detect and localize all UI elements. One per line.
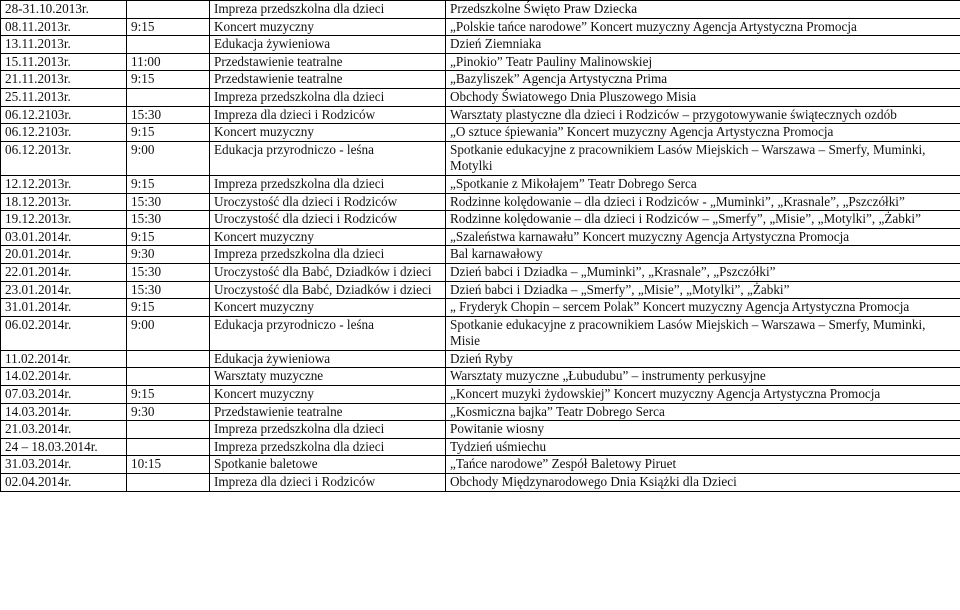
event-date-cell: 02.04.2014r. [1, 474, 127, 492]
event-date-cell: 18.12.2013r. [1, 193, 127, 211]
event-type-cell: Koncert muzyczny [210, 18, 446, 36]
event-type-cell: Uroczystość dla Babć, Dziadków i dzieci [210, 281, 446, 299]
event-description-cell: Przedszkolne Święto Praw Dziecka [446, 1, 960, 19]
event-time-cell: 15:30 [127, 263, 210, 281]
event-date-cell: 28-31.10.2013r. [1, 1, 127, 19]
event-date-cell: 11.02.2014r. [1, 350, 127, 368]
event-description-cell: Rodzinne kolędowanie – dla dzieci i Rodziców – „Smerfy”, „Misie”, „Motylki”, „Żabki” [446, 211, 960, 229]
event-time-cell: 9:15 [127, 386, 210, 404]
event-date-cell: 07.03.2014r. [1, 386, 127, 404]
table-row [1, 368, 960, 386]
event-date-cell: 20.01.2014r. [1, 246, 127, 264]
table-row [1, 438, 960, 456]
event-type-cell: Impreza przedszkolna dla dzieci [210, 246, 446, 264]
table-row [1, 71, 960, 89]
event-description-cell: Dzień Ziemniaka [446, 36, 960, 54]
event-time-cell [127, 368, 210, 386]
table-row [1, 474, 960, 492]
event-time-cell: 9:15 [127, 71, 210, 89]
event-date-cell: 03.01.2014r. [1, 228, 127, 246]
table-row [1, 281, 960, 299]
event-time-cell: 9:15 [127, 299, 210, 317]
events-table-body [1, 1, 960, 492]
table-row [1, 316, 960, 350]
event-date-cell: 06.12.2103r. [1, 124, 127, 142]
event-date-cell: 25.11.2013r. [1, 88, 127, 106]
event-description-cell: „Szaleństwa karnawału” Koncert muzyczny Agencja Artystyczna Promocja [446, 228, 960, 246]
event-time-cell: 11:00 [127, 53, 210, 71]
event-description-cell: Dzień Ryby [446, 350, 960, 368]
event-type-cell: Impreza przedszkolna dla dzieci [210, 1, 446, 19]
table-row [1, 175, 960, 193]
event-time-cell: 9:15 [127, 18, 210, 36]
event-time-cell: 15:30 [127, 193, 210, 211]
event-description-cell: Warsztaty muzyczne „Łubudubu” – instrumenty perkusyjne [446, 368, 960, 386]
event-description-cell: „Koncert muzyki żydowskiej” Koncert muzyczny Agencja Artystyczna Promocja [446, 386, 960, 404]
event-description-cell: Warsztaty plastyczne dla dzieci i Rodziców – przygotowywanie świątecznych ozdób [446, 106, 960, 124]
event-type-cell: Impreza dla dzieci i Rodziców [210, 106, 446, 124]
event-type-cell: Edukacja żywieniowa [210, 36, 446, 54]
event-date-cell: 15.11.2013r. [1, 53, 127, 71]
event-time-cell [127, 438, 210, 456]
table-row [1, 421, 960, 439]
event-time-cell: 15:30 [127, 106, 210, 124]
table-row [1, 246, 960, 264]
event-description-cell: Spotkanie edukacyjne z pracownikiem Lasów Miejskich – Warszawa – Smerfy, Muminki, Motylki [446, 141, 960, 175]
event-time-cell: 9:30 [127, 403, 210, 421]
event-date-cell: 31.03.2014r. [1, 456, 127, 474]
event-date-cell: 31.01.2014r. [1, 299, 127, 317]
event-type-cell: Edukacja przyrodniczo - leśna [210, 141, 446, 175]
event-type-cell: Edukacja żywieniowa [210, 350, 446, 368]
event-date-cell: 12.12.2013r. [1, 175, 127, 193]
table-row [1, 1, 960, 19]
table-row [1, 386, 960, 404]
event-time-cell: 9:15 [127, 228, 210, 246]
event-type-cell: Koncert muzyczny [210, 124, 446, 142]
event-description-cell: Powitanie wiosny [446, 421, 960, 439]
event-time-cell [127, 36, 210, 54]
event-type-cell: Impreza dla dzieci i Rodziców [210, 474, 446, 492]
event-type-cell: Warsztaty muzyczne [210, 368, 446, 386]
table-row [1, 263, 960, 281]
table-row [1, 299, 960, 317]
table-row [1, 53, 960, 71]
event-time-cell: 15:30 [127, 281, 210, 299]
event-time-cell: 9:30 [127, 246, 210, 264]
event-date-cell: 13.11.2013r. [1, 36, 127, 54]
event-date-cell: 06.12.2103r. [1, 106, 127, 124]
table-row [1, 403, 960, 421]
table-row [1, 36, 960, 54]
event-type-cell: Koncert muzyczny [210, 386, 446, 404]
event-date-cell: 21.03.2014r. [1, 421, 127, 439]
event-description-cell: Tydzień uśmiechu [446, 438, 960, 456]
event-description-cell: Obchody Międzynarodowego Dnia Książki dla Dzieci [446, 474, 960, 492]
event-type-cell: Uroczystość dla Babć, Dziadków i dzieci [210, 263, 446, 281]
event-description-cell: „Spotkanie z Mikołajem” Teatr Dobrego Serca [446, 175, 960, 193]
event-date-cell: 19.12.2013r. [1, 211, 127, 229]
table-row [1, 211, 960, 229]
event-type-cell: Spotkanie baletowe [210, 456, 446, 474]
event-date-cell: 14.02.2014r. [1, 368, 127, 386]
event-type-cell: Edukacja przyrodniczo - leśna [210, 316, 446, 350]
event-time-cell [127, 474, 210, 492]
event-time-cell [127, 88, 210, 106]
event-description-cell: Dzień babci i Dziadka – „Smerfy”, „Misie”, „Motylki”, „Żabki” [446, 281, 960, 299]
event-type-cell: Impreza przedszkolna dla dzieci [210, 175, 446, 193]
event-time-cell: 9:00 [127, 316, 210, 350]
table-row [1, 193, 960, 211]
event-type-cell: Impreza przedszkolna dla dzieci [210, 421, 446, 439]
event-date-cell: 08.11.2013r. [1, 18, 127, 36]
event-description-cell: Rodzinne kolędowanie – dla dzieci i Rodziców - „Muminki”, „Krasnale”, „Pszczółki” [446, 193, 960, 211]
table-row [1, 18, 960, 36]
event-description-cell: Bal karnawałowy [446, 246, 960, 264]
event-description-cell: „Kosmiczna bajka” Teatr Dobrego Serca [446, 403, 960, 421]
event-type-cell: Uroczystość dla dzieci i Rodziców [210, 211, 446, 229]
event-date-cell: 23.01.2014r. [1, 281, 127, 299]
event-description-cell: Obchody Światowego Dnia Pluszowego Misia [446, 88, 960, 106]
event-date-cell: 21.11.2013r. [1, 71, 127, 89]
event-description-cell: „O sztuce śpiewania” Koncert muzyczny Agencja Artystyczna Promocja [446, 124, 960, 142]
event-time-cell [127, 350, 210, 368]
table-row [1, 228, 960, 246]
event-time-cell: 10:15 [127, 456, 210, 474]
event-time-cell [127, 1, 210, 19]
event-description-cell: „Tańce narodowe” Zespół Baletowy Piruet [446, 456, 960, 474]
event-description-cell: Dzień babci i Dziadka – „Muminki”, „Krasnale”, „Pszczółki” [446, 263, 960, 281]
event-time-cell [127, 421, 210, 439]
table-row [1, 106, 960, 124]
event-type-cell: Uroczystość dla dzieci i Rodziców [210, 193, 446, 211]
table-row [1, 124, 960, 142]
event-type-cell: Koncert muzyczny [210, 228, 446, 246]
table-row [1, 88, 960, 106]
event-type-cell: Impreza przedszkolna dla dzieci [210, 88, 446, 106]
event-date-cell: 22.01.2014r. [1, 263, 127, 281]
event-description-cell: „ Fryderyk Chopin – sercem Polak” Koncert muzyczny Agencja Artystyczna Promocja [446, 299, 960, 317]
event-time-cell: 9:15 [127, 175, 210, 193]
event-time-cell: 9:15 [127, 124, 210, 142]
event-description-cell: „Polskie tańce narodowe” Koncert muzyczny Agencja Artystyczna Promocja [446, 18, 960, 36]
event-type-cell: Impreza przedszkolna dla dzieci [210, 438, 446, 456]
event-description-cell: „Bazyliszek” Agencja Artystyczna Prima [446, 71, 960, 89]
table-row [1, 141, 960, 175]
event-type-cell: Przedstawienie teatralne [210, 403, 446, 421]
event-time-cell: 9:00 [127, 141, 210, 175]
event-type-cell: Koncert muzyczny [210, 299, 446, 317]
event-date-cell: 24 – 18.03.2014r. [1, 438, 127, 456]
event-time-cell: 15:30 [127, 211, 210, 229]
event-type-cell: Przedstawienie teatralne [210, 71, 446, 89]
event-date-cell: 14.03.2014r. [1, 403, 127, 421]
event-date-cell: 06.12.2013r. [1, 141, 127, 175]
table-row [1, 350, 960, 368]
event-type-cell: Przedstawienie teatralne [210, 53, 446, 71]
event-description-cell: „Pinokio” Teatr Pauliny Malinowskiej [446, 53, 960, 71]
table-row [1, 456, 960, 474]
event-date-cell: 06.02.2014r. [1, 316, 127, 350]
event-description-cell: Spotkanie edukacyjne z pracownikiem Lasów Miejskich – Warszawa – Smerfy, Muminki, Misie [446, 316, 960, 350]
